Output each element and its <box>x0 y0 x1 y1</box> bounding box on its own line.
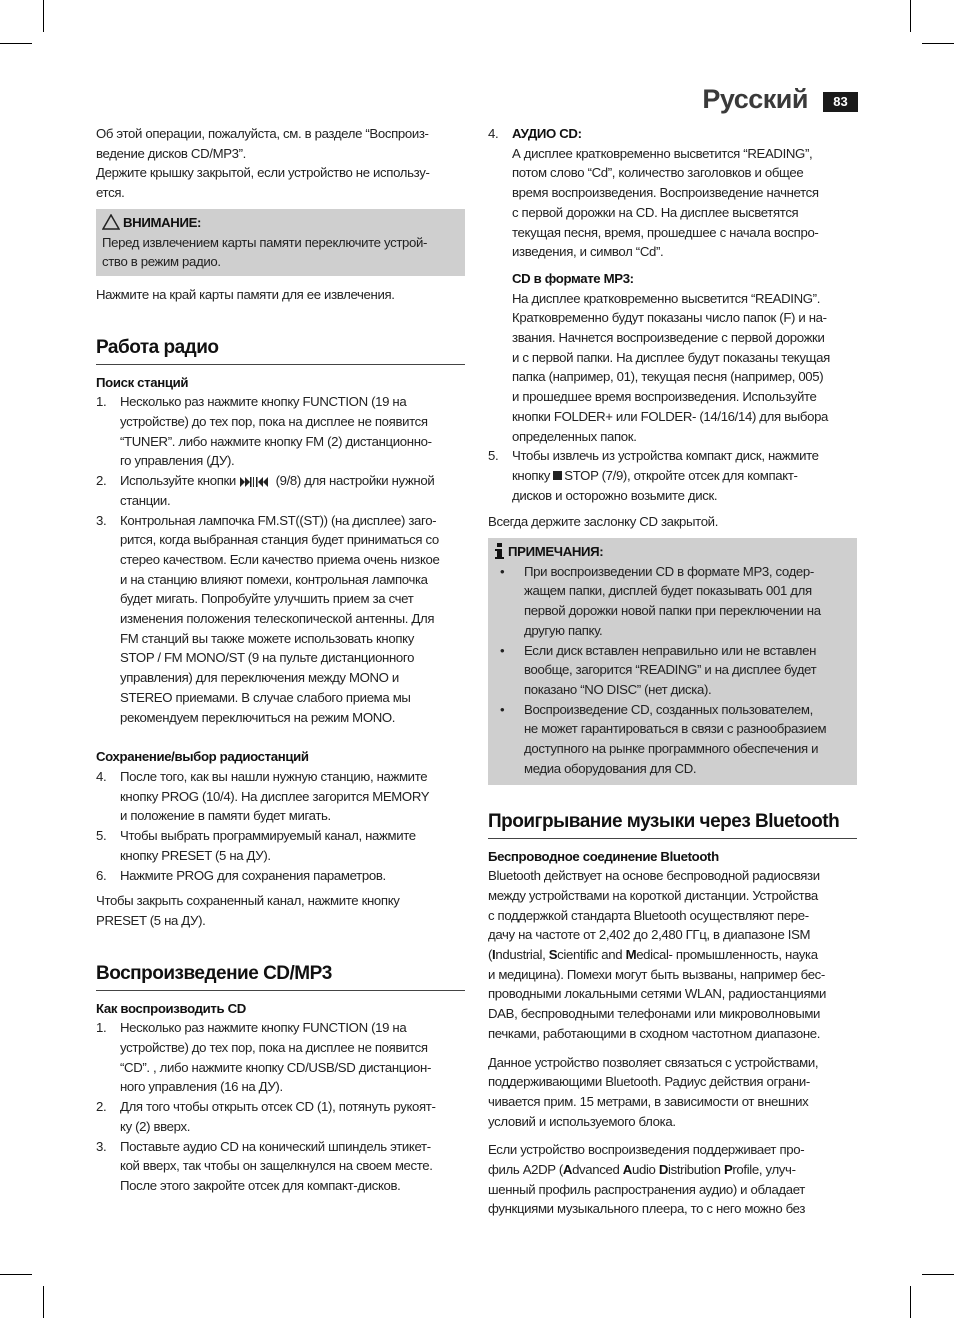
warning-icon <box>102 214 120 230</box>
right-column <box>488 124 857 1219</box>
list-item: 3. Поставьте аудио CD на конический шпиндель этикет- кой вверх, так чтобы он защелкнулся на своем месте. После этого закройте отсек для компакт-дисков. <box>96 1138 433 1193</box>
save-stations-list <box>96 767 465 885</box>
list-item: 1. Несколько раз нажмите кнопку FUNCTION (19 на устройстве) до тех пор, пока на дисплее не появится “TUNER”. либо нажмите кнопку FM (2) дистанционно- го управления (ДУ). <box>96 394 432 469</box>
crop-mark <box>43 0 44 32</box>
crop-mark <box>922 1274 954 1275</box>
notes-title: ПРИМЕЧАНИЯ: <box>494 542 851 562</box>
notes-box <box>488 538 857 784</box>
note-item: • При воспроизведении CD в формате MP3, содер- жащем папки, дисплей будет показывать 001 для первой дорожки новой папки при переключении на другую папку. <box>500 563 821 638</box>
list-item: 2. Для того чтобы открыть отсек CD (1), потянуть рукоят- ку (2) вверх. <box>96 1099 436 1134</box>
list-item: 4. После того, как вы нашли нужную станцию, нажмите кнопку PROG (10/4). На дисплее загорится MEMORY и положение в памяти будет мигать. <box>96 768 430 824</box>
section-heading-radio: Работа радио <box>96 335 465 365</box>
mp3-cd-title: CD в формате MP3: <box>512 270 634 286</box>
crop-mark <box>43 1286 44 1318</box>
note-item: • Воспроизведение CD, созданных пользователем, не может гарантироваться в связи с разнообразием доступного на рынке программного обеспечения и медиа оборудования для CD. <box>500 701 827 776</box>
audio-cd-title: АУДИО CD: <box>512 126 582 141</box>
page-number: 83 <box>823 92 858 112</box>
bluetooth-paragraph-1: Bluetooth действует на основе беспроводной радиосвязи между устройствами на короткой дистанции. Устройства с поддержкой стандарта Bluetooth осуществляют пере- дачу на частоте от 2,402 до 2,480 ГГц, в диапазоне ISM (Industrial, Scientific and Medical- промышленность, наука и медицина). Помехи могут быть вызваны, например бес- проводными локальными сетями WLAN, радиостанциями DAB, беспроводными телефонами или микроволновыми печками, работающими в сходном частотном диапазоне. <box>488 868 826 1041</box>
crop-mark <box>910 0 911 32</box>
subheading-bluetooth-connection: Беспроводное соединение Bluetooth <box>488 848 719 864</box>
warning-text: Перед извлечением карты памяти переключите устрой- ство в режим радио. <box>102 234 428 270</box>
station-search-list <box>96 392 465 727</box>
bluetooth-paragraph-3: Если устройство воспроизведения поддерживает про- филь A2DP (Advanced Audio Distribution Profile, улуч- шенный профиль распространения аудио) и обладает функциями музыкального плеера, то с него можно без <box>488 1142 806 1217</box>
info-icon <box>494 543 505 559</box>
warning-title: ВНИМАНИЕ: <box>102 213 459 233</box>
list-item: 2. Используйте кнопки (9/8) для настройки нужной станции. <box>96 473 435 508</box>
stop-icon <box>553 470 562 481</box>
list-item: 5. Чтобы выбрать программируемый канал, нажмите кнопку PRESET (5 на ДУ). <box>96 828 416 863</box>
page-language-title: Русский <box>702 84 808 114</box>
list-item: 3. Контрольная лампочка FM.ST((ST)) (на дисплее) заго- рится, когда выбранная станция будет приниматься со стерео качеством. Если качество приема очень низкое и на станцию влияют помехи, контрольная лампочка будет мигать. Попробуйте улучшить прием за счет изменения положения телескопической антенны. Для FM станций вы также можете использовать кнопку STOP / FM MONO/ST (9 на пульте дистанционного управления) для переключения между MONO и STEREO приемами. В случае слабого приема мы рекомендуем переключиться на режим MONO. <box>96 512 440 725</box>
cd-play-list <box>96 1018 465 1195</box>
eject-text: Нажмите на край карты памяти для ее извлечения. <box>96 286 395 302</box>
keep-closed-text: Всегда держите заслонку CD закрытой. <box>488 514 719 530</box>
list-item: 4. АУДИО CD: А дисплее кратковременно высветится “READING”, потом слово “Cd”, количество заголовков и общее время воспроизведения. Воспроизведение начнется с первой дорожки на CD. На дисплее высветятся текущая песня, время, прошедшее с начала воспро- изведения, и символ “Cd”. CD в формате MP3: На дисплее кратковременно высветится “READING”. Кратковременно будут показаны число папок (F) и на- звания. Начнется воспроизведение с первой дорожки и с первой папки. На дисплее будут показаны текущая папка (например, 01), текущая песня (например, 005) и прошедшее время воспроизведения. Используйте кнопки FOLDER+ или FOLDER- (14/16/14) для выбора определенных папок. <box>488 126 830 444</box>
note-item: • Если диск вставлен неправильно или не вставлен вообще, загорится “READING” и на дисплее будет показано “NO DISC” (нет диска). <box>500 642 817 697</box>
subheading-save-stations: Сохранение/выбор радиостанций <box>96 749 309 765</box>
left-column <box>96 124 465 1196</box>
list-item: 5. Чтобы извлечь из устройства компакт диск, нажмите кнопку STOP (7/9), откройте отсек для компакт- дисков и осторожно возьмите диск. <box>488 448 819 503</box>
skip-forward-back-icon <box>239 476 269 488</box>
list-item: 6. Нажмите PROG для сохранения параметров. <box>96 867 386 883</box>
section-heading-bluetooth: Проигрывание музыки через Bluetooth <box>488 809 857 839</box>
list-item: 1. Несколько раз нажмите кнопку FUNCTION (19 на устройстве) до тех пор, пока на дисплее не появится “CD”. , либо нажмите кнопку CD/USB/SD дистанцион- ного управления (16 на ДУ). <box>96 1020 431 1095</box>
crop-mark <box>0 1274 32 1275</box>
subheading-station-search: Поиск станций <box>96 374 189 390</box>
subheading-how-to-play-cd: Как воспроизводить CD <box>96 1000 246 1016</box>
crop-mark <box>922 43 954 44</box>
intro-text: Об этой операции, пожалуйста, см. в разделе “Воспроиз- ведение дисков CD/MP3”. Держите крышку закрытой, если устройство не использу- ется. <box>96 126 430 201</box>
section-heading-cd-mp3: Воспроизведение CD/MP3 <box>96 961 465 991</box>
crop-mark <box>0 43 32 44</box>
warning-box <box>96 209 465 276</box>
bluetooth-paragraph-2: Данное устройство позволяет связаться с устройствами, поддерживающими Bluetooth. Радиус действия ограни- чивается прим. 15 метрами, в зависимости от внешних условий и используемого блока. <box>488 1054 819 1129</box>
close-preset-text: Чтобы закрыть сохраненный канал, нажмите кнопку PRESET (5 на ДУ). <box>96 893 400 928</box>
crop-mark <box>910 1286 911 1318</box>
